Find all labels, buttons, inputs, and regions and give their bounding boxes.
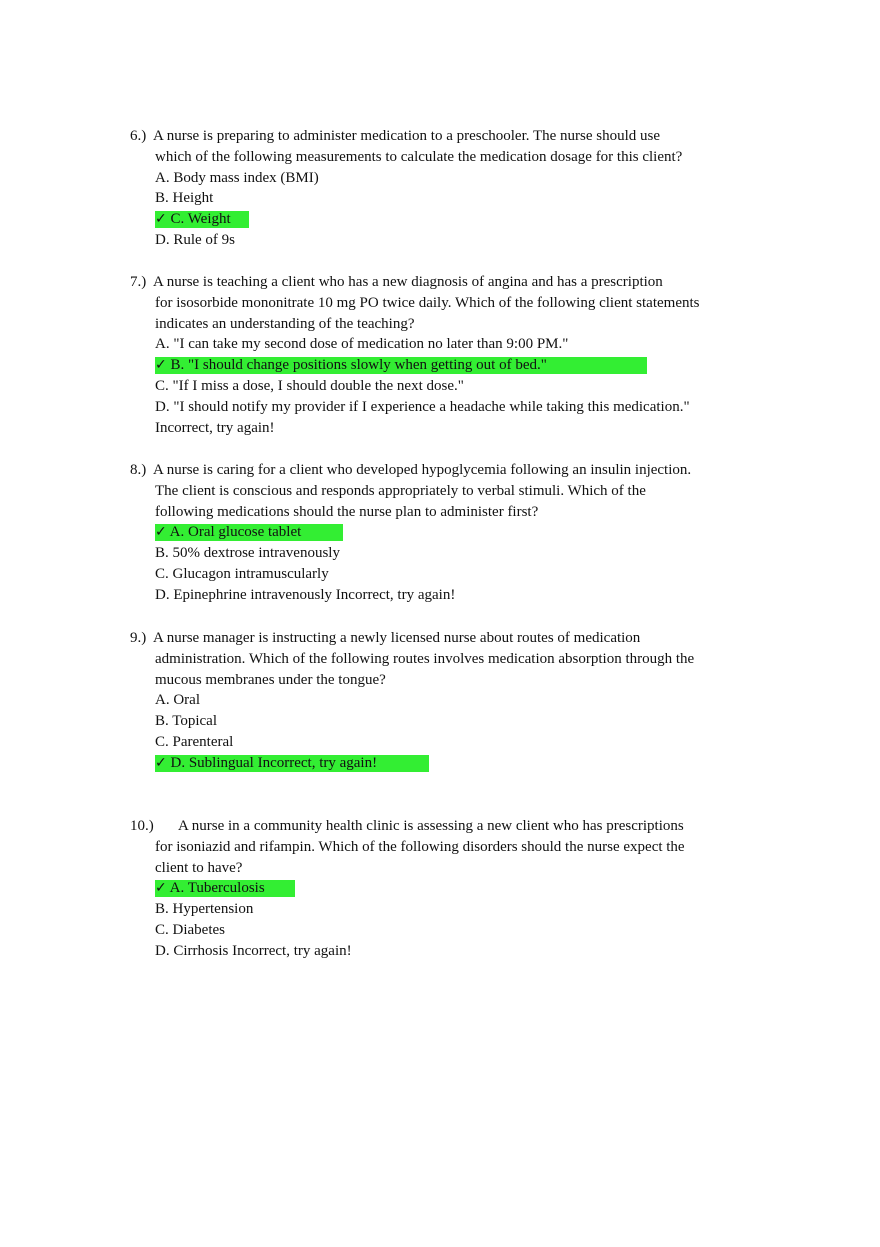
answer-option-b[interactable]: B. Hypertension <box>155 901 254 918</box>
question-stem <box>130 816 750 837</box>
answer-option-d[interactable]: D. Rule of 9s <box>155 231 235 248</box>
question-7 <box>130 272 750 438</box>
stem-line: The client is conscious and responds appropriately to verbal stimuli. Which of the <box>155 482 646 499</box>
stem-line: for isoniazid and rifampin. Which of the following disorders should the nurse expect the <box>155 838 685 855</box>
checkmark-icon: ✓ <box>155 357 167 374</box>
correct-answer-highlight: ✓ B. "I should change positions slowly when getting out of bed." <box>155 357 647 374</box>
answer-option-b[interactable] <box>130 355 750 376</box>
answer-option-b[interactable]: B. Topical <box>155 713 217 730</box>
question-9 <box>130 628 750 774</box>
question-stem <box>130 628 750 649</box>
stem-line: A nurse is caring for a client who developed hypoglycemia following an insulin injection. <box>152 462 692 478</box>
answer-option-c[interactable]: C. Glucagon intramuscularly <box>155 565 329 582</box>
answer-option-d[interactable] <box>130 753 750 774</box>
question-number: 8.) <box>130 462 147 478</box>
answer-option-d[interactable]: D. "I should notify my provider if I experience a headache while taking this medication." <box>155 398 690 415</box>
stem-line: which of the following measurements to calculate the medication dosage for this client? <box>155 148 683 165</box>
stem-line: for isosorbide mononitrate 10 mg PO twice daily. Which of the following client statements <box>155 294 700 311</box>
answer-option-c[interactable]: C. Parenteral <box>155 733 234 750</box>
question-10 <box>130 816 750 962</box>
checkmark-icon: ✓ <box>155 754 167 771</box>
checkmark-icon: ✓ <box>155 211 167 228</box>
feedback-text: Incorrect, try again! <box>155 419 275 436</box>
question-6 <box>130 126 750 251</box>
question-stem <box>130 460 750 481</box>
question-8 <box>130 460 750 606</box>
question-stem <box>130 126 750 147</box>
question-number: 7.) <box>130 274 147 290</box>
answer-option-b[interactable]: B. 50% dextrose intravenously <box>155 545 340 562</box>
stem-line: A nurse manager is instructing a newly licensed nurse about routes of medication <box>152 630 641 646</box>
question-number: 9.) <box>130 630 147 646</box>
stem-line: A nurse is teaching a client who has a new diagnosis of angina and has a prescription <box>152 274 663 290</box>
answer-option-c[interactable]: C. Diabetes <box>155 921 225 938</box>
answer-option-d[interactable]: D. Epinephrine intravenously Incorrect, try again! <box>155 586 456 603</box>
checkmark-icon: ✓ <box>155 524 167 541</box>
question-number: 6.) <box>130 128 147 144</box>
stem-line: mucous membranes under the tongue? <box>155 671 386 688</box>
correct-answer-highlight: ✓ A. Oral glucose tablet <box>155 524 343 541</box>
answer-option-a[interactable] <box>130 522 750 543</box>
stem-line: client to have? <box>155 859 243 876</box>
stem-line: A nurse in a community health clinic is assessing a new client who has prescriptions <box>178 818 684 834</box>
answer-option-a[interactable]: A. Body mass index (BMI) <box>155 169 319 186</box>
checkmark-icon: ✓ <box>155 880 167 897</box>
stem-line: following medications should the nurse plan to administer first? <box>155 503 539 520</box>
answer-option-b[interactable]: B. Height <box>155 190 214 207</box>
answer-option-a[interactable] <box>130 878 750 899</box>
stem-line: administration. Which of the following routes involves medication absorption through the <box>155 650 695 667</box>
correct-answer-highlight: ✓ A. Tuberculosis <box>155 880 295 897</box>
correct-answer-highlight: ✓ C. Weight <box>155 211 249 228</box>
question-stem <box>130 272 750 293</box>
stem-line: indicates an understanding of the teaching? <box>155 315 415 332</box>
answer-option-a[interactable]: A. "I can take my second dose of medication no later than 9:00 PM." <box>155 336 569 353</box>
answer-option-c[interactable] <box>130 209 750 230</box>
correct-answer-highlight: ✓ D. Sublingual Incorrect, try again! <box>155 755 429 772</box>
answer-option-a[interactable]: A. Oral <box>155 692 200 709</box>
answer-option-d[interactable]: D. Cirrhosis Incorrect, try again! <box>155 942 352 959</box>
answer-option-c[interactable]: C. "If I miss a dose, I should double the next dose." <box>155 377 464 394</box>
stem-line: A nurse is preparing to administer medication to a preschooler. The nurse should use <box>152 128 661 144</box>
question-number: 10.) <box>130 818 154 834</box>
